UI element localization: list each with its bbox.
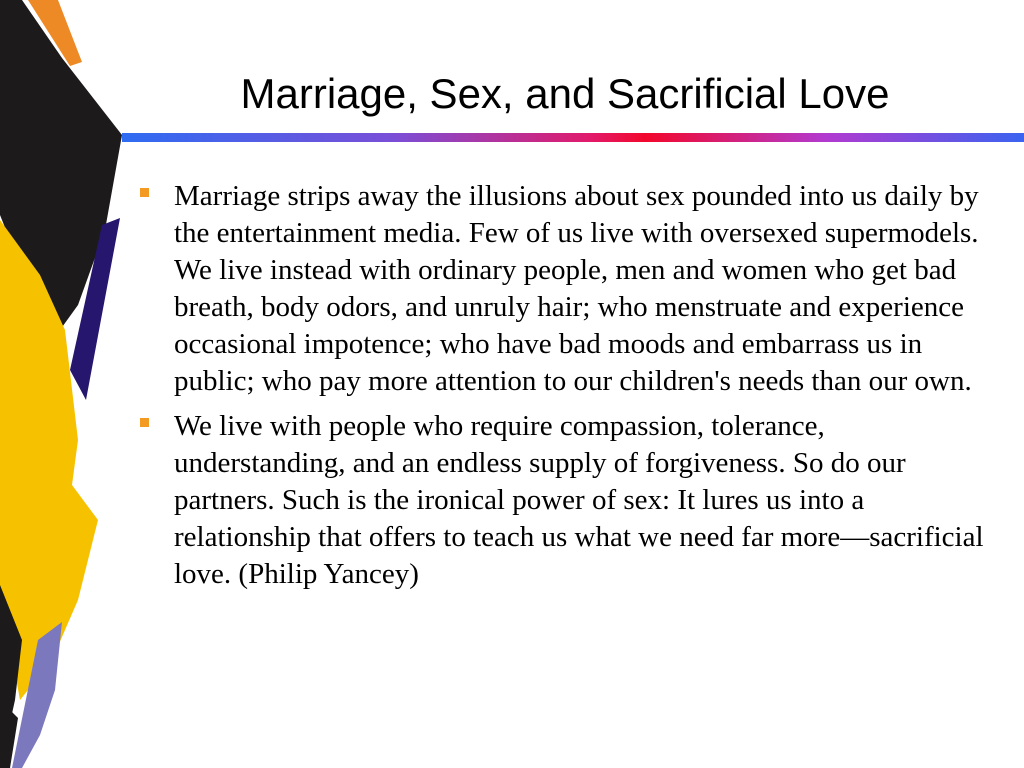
bullet-text: Marriage strips away the illusions about sex pounded into us daily by the entertainment media. Few of us live with oversexed supermodels. We live instead with ordinary people, men and women who get bad breath, body odors, and unruly hair; who menstruate and experience occasional impotence; who have bad moods and embarrass us in public; who pay more attention to our children's needs than our own. — [174, 180, 979, 397]
bullet-list — [138, 178, 998, 601]
square-bullet-icon — [140, 418, 149, 427]
slide-title: Marriage, Sex, and Sacrificial Love — [240, 70, 890, 117]
square-bullet-icon — [140, 188, 149, 197]
title-underline — [122, 133, 1024, 142]
decorative-shapes — [0, 0, 130, 768]
bullet-text: We live with people who require compassion, tolerance, understanding, and an endless supply of forgiveness. So do our partners. Such is the ironical power of sex: It lures us into a relationship that offers to teach us what we need far more—sacrificial love. (Philip Yancey) — [174, 410, 984, 590]
bullet-item — [138, 408, 998, 593]
bullet-item — [138, 178, 998, 400]
